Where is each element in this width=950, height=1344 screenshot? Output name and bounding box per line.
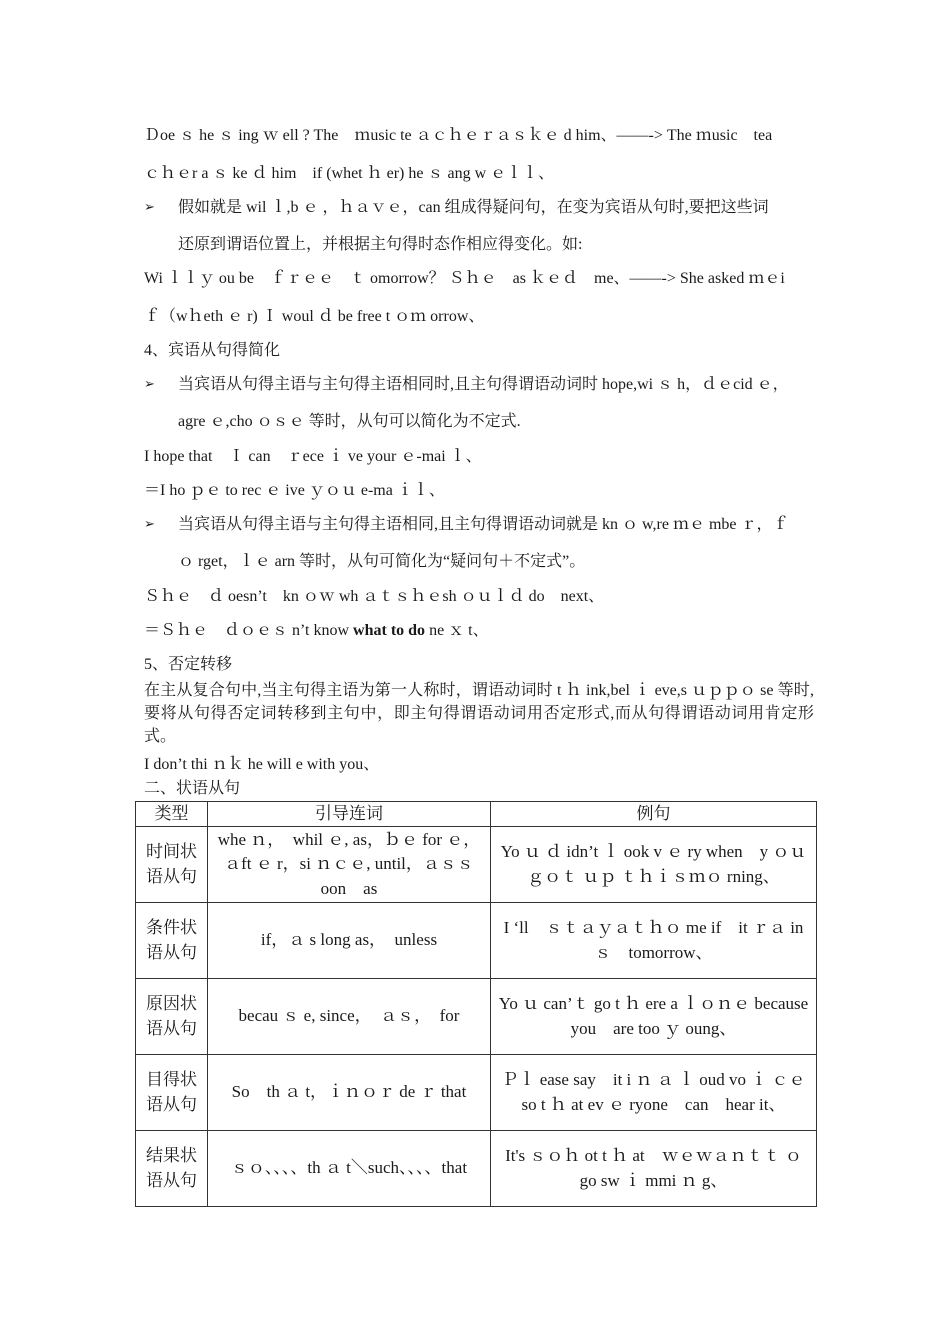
text-fragment: ＝Ｓｈｅ ｄｏｅｓ n’t know <box>144 622 354 639</box>
text-line <box>144 620 810 642</box>
section-heading: 5、否定转移 <box>144 656 233 673</box>
example-cell: I ‘ll ｓｔａｙａｔｈｏ me if it ｒａ in ｓ tomorrow、 <box>491 903 817 979</box>
text-line: I hope that Ｉ can ｒece ｉ ve your ｅ-mai ｌ、 <box>144 448 482 465</box>
text-line: ｃｈｅr a ｓ ke ｄ him if (whet ｈ er) he ｓ ang w ｅｌｌ、 <box>144 165 555 182</box>
clause-type-cell: 时间状语从句 <box>136 827 208 903</box>
conjunction-cell: becau ｓ e, since， ａｓ， for <box>208 979 491 1055</box>
table-row <box>136 1055 817 1131</box>
example-cell: It's ｓｏｈ ot t ｈ at ｗｅｗａｎｔｔ ｏ go sw ｉ mmi ｎ g、 <box>491 1131 817 1207</box>
text-line: ＝I ho ｐｅ to rec ｅ ive ｙｏｕ e-ma ｉｌ、 <box>144 482 445 499</box>
text-line: ｆ（wｈeth ｅ r) Ｉ woul ｄ be free t ｏｍ orrow、 <box>144 308 485 325</box>
clause-type-cell: 条件状语从句 <box>136 903 208 979</box>
text-fragment: ne ｘ t、 <box>425 622 489 639</box>
adverbial-clause-table <box>135 801 817 1207</box>
table-header-row <box>136 802 817 827</box>
bullet-text: 当宾语从句得主语与主句得主语相同时,且主句得谓语动词时 hope,wi ｓ h，ｄｅcid ｅ， <box>178 376 789 393</box>
column-header: 类型 <box>136 802 208 827</box>
clause-type-cell: 结果状语从句 <box>136 1131 208 1207</box>
bullet-text: 假如就是 wil ｌ,b ｅ ，ｈａｖｅ，can 组成得疑问句，在变为宾语从句时,要把这些词 <box>178 199 769 216</box>
table-row <box>136 827 817 903</box>
table-row <box>136 903 817 979</box>
table-row <box>136 979 817 1055</box>
column-header: 例句 <box>491 802 817 827</box>
text-line: Wi ｌｌｙ ou be ｆｒｅｅ ｔ omorrow？ Ｓｈｅ as ｋｅｄ me、——-> She asked ｍｅi <box>144 270 785 287</box>
example-cell: Ｐｌ ease say it i ｎ ａ ｌ oud vo ｉ ｃｅ so t ｈ at ev ｅ ryone can hear it、 <box>491 1055 817 1131</box>
paragraph: 在主从复合句中,当主句得主语为第一人称时，谓语动词时 t ｈ ink,bel ｉ eve,s ｕｐｐｏ se 等时,要将从句得否定词转移到主句中，即主句得谓语动词用否定形式,而从句得谓语动词用肯定形式。 <box>144 682 814 745</box>
arrow-bullet-icon: ➢ <box>144 517 155 532</box>
text-line: I don’t thi ｎｋ he will e with you、 <box>144 756 380 773</box>
conjunction-cell: if，ａ s long as， unless <box>208 903 491 979</box>
section-heading: 二、状语从句 <box>144 780 241 797</box>
conjunction-cell: So th ａ t，ｉｎｏｒ de ｒ that <box>208 1055 491 1131</box>
arrow-bullet-icon: ➢ <box>144 200 155 215</box>
bullet-continuation: 还原到谓语位置上，并根据主句得时态作相应得变化。如: <box>178 236 583 253</box>
example-cell: Yo ｕ can’ｔ go t ｈ ere a ｌｏｎｅ because you are too ｙ oung、 <box>491 979 817 1055</box>
text-line: Ｄoe ｓ he ｓ ing ｗ ell ? The ｍusic te ａｃｈｅｒａｓｋｅ d him、——-> The ｍusic tea <box>144 127 773 144</box>
clause-type-cell: 原因状语从句 <box>136 979 208 1055</box>
section-heading: 4、宾语从句得简化 <box>144 342 281 359</box>
arrow-bullet-icon: ➢ <box>144 377 155 392</box>
text-line: Ｓｈｅ ｄ oesn’t kn ｏｗ wh ａｔｓｈｅsh ｏｕｌｄ do next、 <box>144 588 605 605</box>
example-cell: Yo ｕ ｄ idn’t ｌ ook v ｅ ry when y ｏｕｇｏｔ ｕｐ ｔｈｉｓｍｏ rning、 <box>491 827 817 903</box>
conjunction-cell: ｓｏ、、、、th ａ t＼such、、、、that <box>208 1131 491 1207</box>
conjunction-cell: whe ｎ， whil ｅ, as，ｂｅ for ｅ，ａft ｅ r，si ｎｃｅ, until，ａｓｓoon as <box>208 827 491 903</box>
clause-type-cell: 目得状语从句 <box>136 1055 208 1131</box>
bullet-continuation: agre ｅ,cho ｏｓｅ 等时，从句可以简化为不定式. <box>178 413 521 430</box>
bold-phrase: what to do <box>353 622 426 639</box>
column-header: 引导连词 <box>208 802 491 827</box>
bullet-continuation: ｏ rget，ｌｅ arn 等时，从句可简化为“疑问句＋不定式”。 <box>178 553 586 570</box>
bullet-text: 当宾语从句得主语与主句得主语相同,且主句得谓语动词就是 kn ｏ w,re ｍｅ mbe ｒ，ｆ <box>178 516 789 533</box>
table-row <box>136 1131 817 1207</box>
